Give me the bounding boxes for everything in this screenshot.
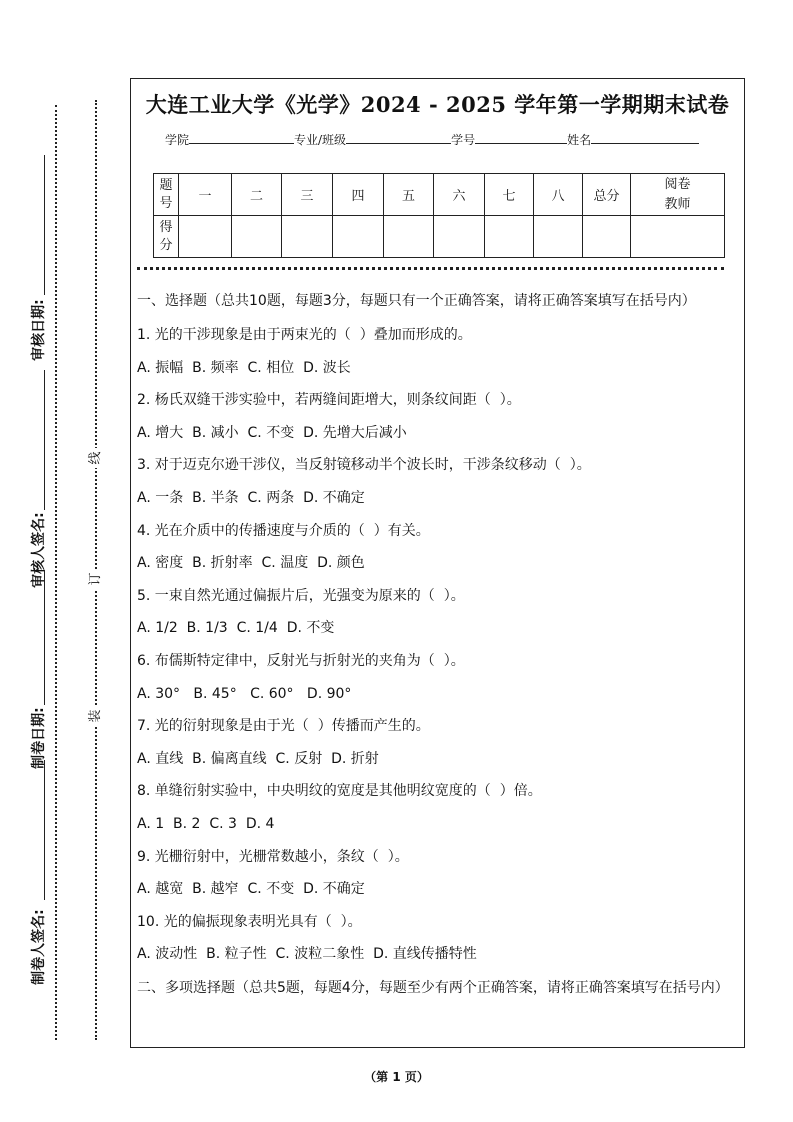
col-7: 七 — [485, 174, 534, 216]
question-stem: 7. 光的衍射现象是由于光（ ）传播而产生的。 — [137, 718, 430, 735]
col-3: 三 — [282, 174, 333, 216]
col-6: 六 — [434, 174, 485, 216]
question-stem: 1. 光的干涉现象是由于两束光的（ ）叠加而形成的。 — [137, 327, 472, 343]
question-options: A. 1/2 B. 1/3 C. 1/4 D. 不变 — [137, 620, 335, 637]
bind-char-bind: 装 — [86, 706, 106, 726]
score-cell[interactable] — [534, 216, 583, 258]
question-number-label: 题号 — [154, 174, 179, 216]
college-input[interactable] — [189, 131, 294, 144]
score-table — [153, 173, 725, 258]
reviewer-signature-label: 审核人签名: — [31, 512, 47, 588]
separator-dotted-line — [137, 267, 724, 270]
paper-maker-signature-blank[interactable] — [44, 760, 45, 900]
review-date-blank[interactable] — [44, 155, 45, 295]
question-stem: 9. 光栅衍射中，光栅常数越小，条纹（ ）。 — [137, 848, 409, 865]
review-date-label: 审核日期: — [31, 299, 47, 361]
score-cell[interactable] — [232, 216, 282, 258]
question-options: A. 增大 B. 减小 C. 不变 D. 先增大后减小 — [137, 424, 407, 441]
question-options: A. 振幅 B. 频率 C. 相位 D. 波长 — [137, 359, 351, 376]
col-total: 总分 — [583, 174, 631, 216]
question-options: A. 直线 B. 偏离直线 C. 反射 D. 折射 — [137, 750, 379, 767]
student-id-label: 学号 — [451, 133, 476, 147]
col-1: 一 — [179, 174, 232, 216]
score-cell[interactable] — [485, 216, 534, 258]
question-stem: 3. 对于迈克尔逊干涉仪，当反射镜移动半个波长时，干涉条纹移动（ ）。 — [137, 457, 591, 474]
col-2: 二 — [232, 174, 282, 216]
score-cell[interactable] — [384, 216, 434, 258]
page-number: （第 1 页） — [364, 1070, 429, 1084]
name-input[interactable] — [591, 131, 699, 144]
student-id-input[interactable] — [475, 131, 567, 144]
bind-char-staple: 订 — [86, 569, 106, 589]
exam-body — [137, 289, 737, 1011]
paper-maker-signature-label: 制卷人签名: — [31, 909, 47, 985]
student-info-row — [165, 131, 699, 148]
question-stem: 2. 杨氏双缝干涉实验中，若两缝间距增大，则条纹间距（ ）。 — [137, 392, 521, 409]
score-table-header-row — [154, 174, 725, 216]
section-1-heading: 一、选择题（总共10题，每题3分，每题只有一个正确答案，请将正确答案填写在括号内） — [137, 293, 696, 309]
reviewer-signature-blank[interactable] — [44, 370, 45, 510]
question-options: A. 30° B. 45° C. 60° D. 90° — [137, 685, 352, 702]
score-cell[interactable] — [631, 216, 725, 258]
exam-title: 大连工业大学《光学》2024 - 2025 学年第一学期期末试卷 — [145, 92, 730, 117]
question-options: A. 1 B. 2 C. 3 D. 4 — [137, 815, 275, 832]
section-2-heading: 二、多项选择题（总共5题，每题4分，每题至少有两个正确答案，请将正确答案填写在括号内） — [137, 979, 729, 996]
col-grader: 阅卷教师 — [631, 174, 725, 216]
question-stem: 4. 光在介质中的传播速度与介质的（ ）有关。 — [137, 522, 430, 539]
question-options: A. 一条 B. 半条 C. 两条 D. 不确定 — [137, 489, 365, 506]
col-4: 四 — [333, 174, 384, 216]
college-label: 学院 — [165, 133, 190, 147]
major-class-input[interactable] — [346, 131, 451, 144]
bind-char-line: 线 — [86, 448, 106, 468]
score-table-score-row — [154, 216, 725, 258]
question-stem: 10. 光的偏振现象表明光具有（ ）。 — [137, 913, 362, 930]
paper-date-blank[interactable] — [44, 570, 45, 705]
question-stem: 6. 布儒斯特定律中，反射光与折射光的夹角为（ ）。 — [137, 652, 465, 669]
score-cell[interactable] — [583, 216, 631, 258]
score-cell[interactable] — [434, 216, 485, 258]
question-stem: 8. 单缝衍射实验中，中央明纹的宽度是其他明纹宽度的（ ）倍。 — [137, 783, 542, 800]
question-options: A. 波动性 B. 粒子性 C. 波粒二象性 D. 直线传播特性 — [137, 946, 477, 963]
question-stem: 5. 一束自然光通过偏振片后，光强变为原来的（ ）。 — [137, 587, 465, 604]
score-label: 得分 — [154, 216, 179, 258]
exam-frame — [130, 78, 745, 1048]
outer-dotted-line — [55, 105, 57, 1040]
col-5: 五 — [384, 174, 434, 216]
paper-date-label: 制卷日期: — [31, 707, 47, 769]
question-options: A. 越宽 B. 越窄 C. 不变 D. 不确定 — [137, 881, 365, 898]
score-cell[interactable] — [179, 216, 232, 258]
major-class-label: 专业/班级 — [294, 133, 347, 147]
col-8: 八 — [534, 174, 583, 216]
score-cell[interactable] — [282, 216, 333, 258]
score-cell[interactable] — [333, 216, 384, 258]
name-label: 姓名 — [567, 133, 592, 147]
question-options: A. 密度 B. 折射率 C. 温度 D. 颜色 — [137, 555, 365, 572]
